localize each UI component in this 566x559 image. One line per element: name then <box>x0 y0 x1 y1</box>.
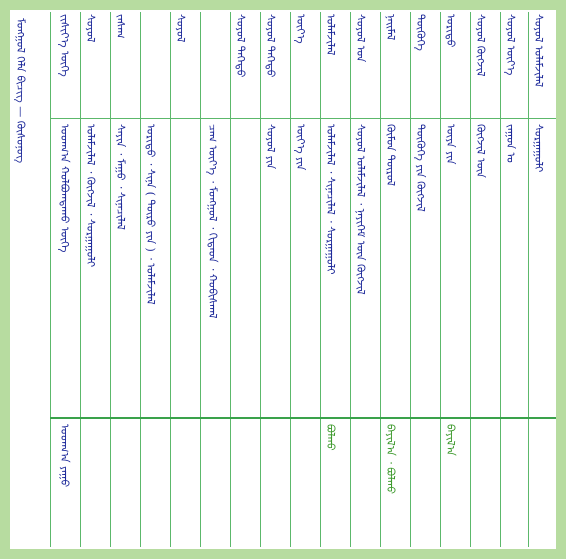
divider <box>380 12 381 547</box>
row-word: ᠰᠣᠶᠣᠯ ᠦᠶ᠎ᠡ <box>504 14 517 76</box>
document-sheet <box>10 10 556 549</box>
row-meaning: ᠪᠠᠶᠢᠯ᠎ᠠ ᠂ ᠪᠣᠯᠬᠤ <box>384 424 397 494</box>
row-meaning: ᠪᠠᠶᠢᠯ᠎ᠠ <box>444 424 457 456</box>
header-meaning: ᠤᠳᠬ᠎ᠠ ᠶᠠᠭᠤ <box>58 424 71 488</box>
row-related: ᠤᠯᠠᠮᠵᠢᠯᠠᠯ ᠂ ᠰᠢᠨᠡᠴᠢᠯᠡᠯ ᠂ ᠰᠤᠷᠭᠠᠭᠤᠯᠢ <box>324 124 337 275</box>
row-related: ᠬᠥᠭᠵᠢᠯ ᠦᠨ <box>474 124 487 178</box>
divider <box>50 12 51 547</box>
row-related: ᠰᠤᠷᠭᠠᠭᠤᠯᠢ <box>532 124 545 173</box>
divider <box>80 12 81 547</box>
row-word: ᠰᠣᠶᠣᠯ <box>84 14 97 43</box>
row-word: ᠰᠣᠶᠣᠯ <box>174 14 187 43</box>
row-related: ᠲᠦᠭᠦᠬᠡ ᠶᠢᠨ ᠬᠥᠭᠵᠢᠯ <box>414 124 427 212</box>
header-word: ᠵᠢᠱᠢᠶ᠎ᠡ ᠦᠭᠡ <box>58 14 71 77</box>
row-related: ᠤᠯᠠᠮᠵᠢᠯᠠᠯ ᠂ ᠬᠥᠭᠵᠢᠯ ᠂ ᠰᠤᠷᠭᠠᠭᠤᠯᠢ <box>84 124 97 268</box>
column-divider <box>50 417 556 419</box>
row-related: ᠴᠠᠭ ᠦᠶ᠎ᠡ ᠂ ᠮᠣᠩᠭᠣᠯ ᠂ ᠬᠢᠲᠠᠳ ᠂ ᠬᠤᠪᠢᠰᠬᠠᠯ <box>206 124 219 319</box>
row-related: ᠬᠦᠮᠦᠨ ᠲᠦᠷᠦᠯ <box>384 124 397 187</box>
row-word: ᠨᠠᠢᠮᠠᠯ <box>384 14 397 41</box>
row-word: ᠦᠶ᠎ᠡ <box>294 14 307 44</box>
divider <box>320 12 321 547</box>
divider <box>440 12 441 547</box>
header-related: ᠤᠳᠬ᠎ᠠ ᠬᠣᠯᠪᠣᠭᠳᠠᠬᠤ ᠦᠭᠡ <box>58 124 71 253</box>
divider <box>260 12 261 547</box>
row-word: ᠤᠷᠢᠳᠤ <box>444 14 457 48</box>
row-word: ᠰᠣᠶᠣᠯ ᠤᠯᠠᠮᠵᠢᠯᠠᠯ <box>532 14 545 88</box>
divider <box>500 12 501 547</box>
row-related: ᠰᠣᠶᠣᠯ ᠤᠯᠠᠮᠵᠢᠯᠠᠯ ᠂ ᠨᠡᠶᠢᠭᠡᠮ ᠦᠨ ᠬᠥᠭᠵᠢᠯ <box>354 124 367 295</box>
divider <box>290 12 291 547</box>
page-title: ᠮᠣᠩᠭᠣᠯ ᠬᠡᠯᠡ ᠪᠢᠴᠢᠭ — ᠬᠦᠰᠦᠨᠦᠭ <box>14 18 27 164</box>
row-word: ᠰᠣᠶᠣᠯ ᠳᠡᠭᠡᠳᠦ <box>264 14 277 78</box>
divider <box>410 12 411 547</box>
divider <box>140 12 141 547</box>
row-word: ᠰᠣᠶᠣᠯ ᠳᠡᠭᠡᠳᠦ <box>234 14 247 78</box>
row-meaning: ᠪᠣᠯᠬᠤ <box>324 424 337 451</box>
row-related: ᠦᠶ᠎ᠡ ᠶᠢᠨ <box>294 124 307 171</box>
row-related: ᠵᠠᠭᠤᠨ ᠤ <box>504 124 517 163</box>
divider <box>110 12 111 547</box>
row-related: ᠤᠷᠢᠳᠤ ᠂ ᠰᠢᠨᠡ ( ᠲᠦᠷᠦ ᠶᠢᠨ ) ᠂ ᠤᠯᠠᠮᠵᠢᠯᠠᠯ <box>144 124 157 305</box>
column-divider <box>50 118 556 119</box>
row-related: ᠦᠶᠡ ᠶᠢᠨ <box>444 124 457 165</box>
row-word: ᠤᠯᠠᠮᠵᠢᠯᠠᠯ <box>324 14 337 56</box>
divider <box>200 12 201 547</box>
row-related: ᠰᠣᠶᠣᠯ ᠶᠢᠨ <box>264 124 277 170</box>
row-word: ᠵᠠᠰᠠᠭ <box>114 14 127 39</box>
row-related: ᠰᠠᠶᠢᠨ ᠂ ᠮᠠᠭᠤ ᠂ ᠰᠢᠨᠡᠴᠢᠯᠡᠯ <box>114 124 127 230</box>
row-word: ᠲᠦᠭᠦᠬᠡ <box>414 14 427 51</box>
row-word: ᠰᠣᠶᠣᠯ ᠤᠨ <box>354 14 367 63</box>
divider <box>470 12 471 547</box>
divider <box>528 12 529 547</box>
row-word: ᠰᠣᠶᠣᠯ ᠬᠥᠭᠵᠢᠯ <box>474 14 487 77</box>
divider <box>350 12 351 547</box>
